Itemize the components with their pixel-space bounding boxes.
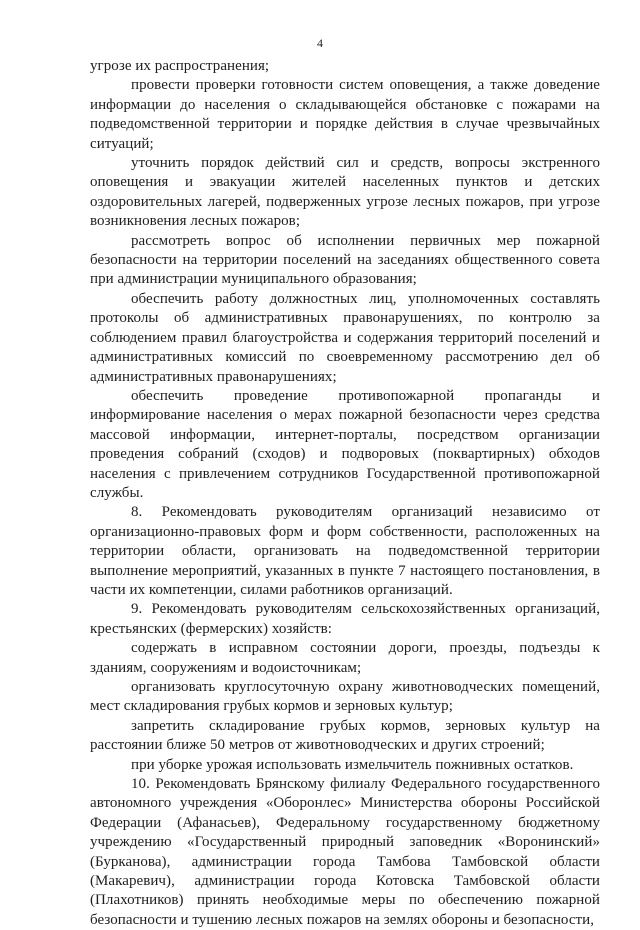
paragraph-fire-safety-review: рассмотреть вопрос об исполнении первичных мер пожарной безопасности на территории поселений на заседаниях общественного совета при администрации муниципального образования; <box>90 232 600 288</box>
paragraph-officials-work: обеспечить работу должностных лиц, уполномоченных составлять протоколы об административных правонарушениях, по контролю за соблюдением правил благоустройства и содержания территорий поселений и административных комиссий по своевременному рассмотрению дел об административных правонарушениях; <box>90 290 600 385</box>
document-body <box>90 57 600 930</box>
paragraph-propaganda: обеспечить проведение противопожарной пропаганды и информирование населения о мерах пожарной безопасности через средства массовой информации, интернет-порталы, посредством организации проведения собраний (сходов) и подворовых (поквартирных) обходов населения с привлечением сотрудников Государственной противопожарной службы. <box>90 387 600 501</box>
paragraph-harvest: при уборке урожая использовать измельчитель пожнивных остатков. <box>131 756 574 773</box>
paragraph-item-10: 10. Рекомендовать Брянскому филиалу Федерального государственного автономного учреждения «Оборонлес» Министерства обороны Российской Федерации (Афанасьев), Федеральному государственному бюджетному учреждению «Государственный природный заповедник «Воронинский» (Бурканова), администрации города Тамбова Тамбовской области (Макаревич), администрации города Котовска Тамбовской области (Плахотников) принять необходимые меры по обеспечению пожарной безопасности и тушению лесных пожаров на землях обороны и безопасности, <box>90 776 600 928</box>
paragraph-storage-ban: запретить складирование грубых кормов, зерновых культур на расстоянии ближе 50 метров от животноводческих и других строений; <box>90 717 600 754</box>
paragraph-guarding: организовать круглосуточную охрану животноводческих помещений, мест складирования грубых кормов и зерновых культур; <box>90 679 600 715</box>
paragraph-warning-systems: провести проверки готовности систем оповещения, а также доведение информации до населения о складывающейся обстановке с пожарами на подведомственной территории и порядке действия в случае чрезвычайных ситуаций; <box>90 77 600 152</box>
page-number: 4 <box>317 36 323 50</box>
paragraph-item-8: 8. Рекомендовать руководителям организаций независимо от организационно-правовых форм и форм собственности, расположенных на территории области, организовать на подведомственной территории выполнение мероприятий, указанных в пункте 7 настоящего постановления, в части их компетенции, силами работников организаций. <box>90 504 600 598</box>
paragraph-continuation: угрозе их распространения; <box>90 58 270 74</box>
paragraph-item-9: 9. Рекомендовать руководителям сельскохозяйственных организаций, крестьянских (фермерских) хозяйств: <box>90 601 600 637</box>
paragraph-evacuation: уточнить порядок действий сил и средств, вопросы экстренного оповещения и эвакуации жителей населенных пунктов и детских оздоровительных лагерей, подверженных угрозе лесных пожаров, при угрозе возникновения лесных пожаров; <box>90 155 600 230</box>
paragraph-roads: содержать в исправном состоянии дороги, проезды, подъезды к зданиям, сооружениям и водоисточникам; <box>90 640 600 676</box>
